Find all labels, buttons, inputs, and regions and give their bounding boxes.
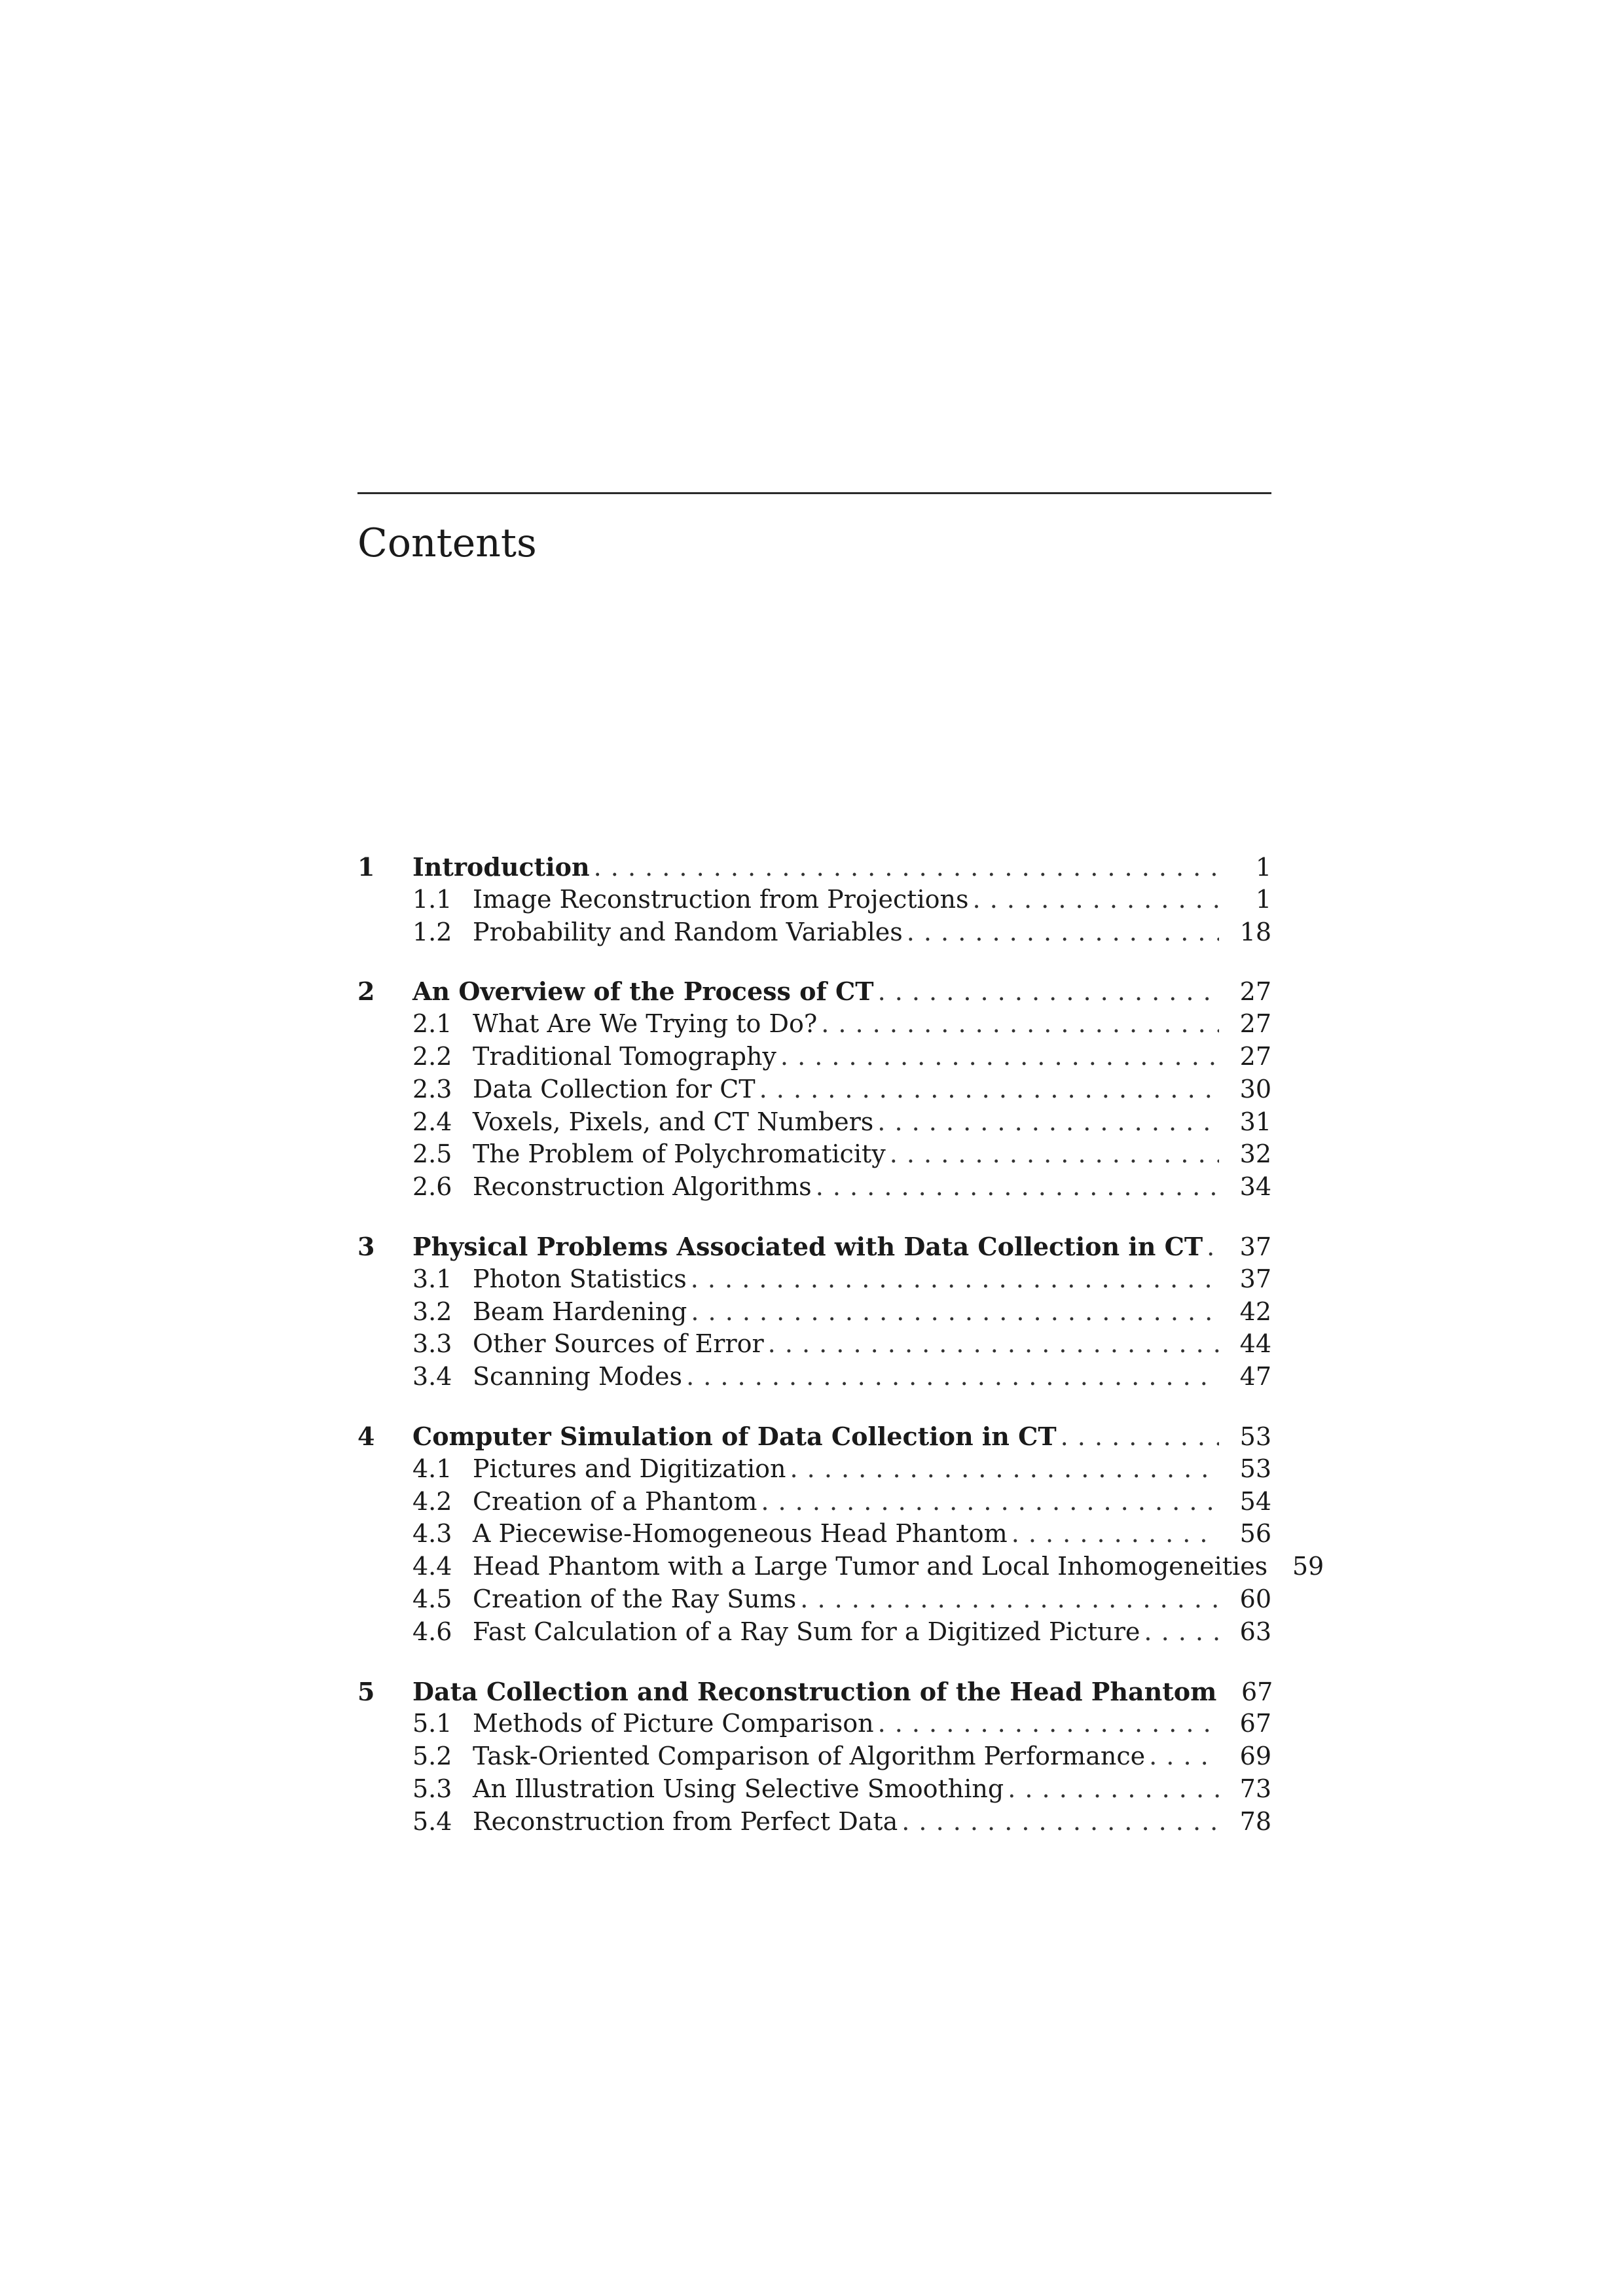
section-title: Task-Oriented Comparison of Algorithm Performance (473, 1742, 1146, 1771)
section-number: 5.1 (412, 1709, 452, 1738)
section-row[interactable] (357, 1740, 1271, 1773)
page-title: Contents (357, 520, 537, 566)
section-row[interactable] (357, 1171, 1271, 1204)
section-title: Methods of Picture Comparison (473, 1709, 874, 1738)
page-number: 37 (1239, 1232, 1271, 1261)
page-number: 67 (1241, 1677, 1273, 1706)
chapter-entry (357, 1420, 1324, 1649)
page-number: 78 (1239, 1806, 1271, 1836)
page-number: 47 (1239, 1362, 1271, 1391)
section-number: 2.6 (412, 1172, 452, 1202)
page-number: 1 (1255, 853, 1271, 882)
section-title: Fast Calculation of a Ray Sum for a Digitized Picture (473, 1617, 1140, 1646)
page-number: 56 (1239, 1519, 1271, 1549)
section-title: A Piecewise-Homogeneous Head Phantom (473, 1519, 1008, 1549)
section-row[interactable] (357, 1073, 1271, 1106)
section-number: 2.4 (412, 1107, 452, 1136)
dot-leader (1008, 1773, 1219, 1806)
dot-leader (902, 1806, 1219, 1839)
dot-leader (821, 1008, 1219, 1041)
section-title: Image Reconstruction from Projections (473, 884, 969, 914)
dot-leader (878, 1708, 1219, 1740)
section-number: 2.3 (412, 1074, 452, 1103)
page-number: 54 (1239, 1486, 1271, 1516)
chapter-entry (357, 1230, 1271, 1393)
dot-leader (761, 1486, 1219, 1518)
section-number: 5.4 (412, 1806, 452, 1836)
dot-leader (816, 1171, 1219, 1204)
dot-leader (686, 1361, 1219, 1393)
chapter-row[interactable] (357, 975, 1271, 1008)
top-rule (357, 492, 1271, 494)
section-number: 4.5 (412, 1584, 452, 1613)
section-row[interactable] (357, 1008, 1271, 1041)
section-title: Scanning Modes (473, 1362, 683, 1391)
chapter-title: Data Collection and Reconstruction of the Head Phantom (412, 1676, 1217, 1706)
section-title: Pictures and Digitization (473, 1454, 786, 1483)
section-number: 1.1 (412, 884, 452, 914)
page-number: 60 (1239, 1584, 1271, 1613)
page-number: 27 (1239, 977, 1271, 1007)
page-number: 63 (1239, 1617, 1271, 1646)
section-row[interactable] (357, 1106, 1271, 1139)
table-of-contents (357, 851, 1324, 1865)
section-row[interactable] (357, 1328, 1271, 1361)
dot-leader (594, 852, 1219, 884)
page-number: 37 (1239, 1264, 1271, 1293)
page-number: 18 (1239, 917, 1271, 946)
section-row[interactable] (357, 1263, 1271, 1296)
section-number: 3.4 (412, 1362, 452, 1391)
section-title: Probability and Random Variables (473, 917, 903, 946)
section-title: Creation of the Ray Sums (473, 1584, 797, 1613)
dot-leader (1144, 1616, 1219, 1649)
page-number: 31 (1239, 1107, 1271, 1136)
chapter-title: An Overview of the Process of CT (412, 977, 874, 1007)
chapter-entry (357, 1676, 1271, 1839)
page-number: 53 (1239, 1422, 1271, 1451)
section-row[interactable] (357, 1518, 1271, 1551)
page-number: 1 (1255, 884, 1271, 914)
dot-leader (759, 1073, 1219, 1106)
section-title: Other Sources of Error (473, 1329, 764, 1359)
chapter-number: 5 (357, 1676, 375, 1706)
section-number: 5.2 (412, 1742, 452, 1771)
page-number: 73 (1239, 1774, 1271, 1803)
section-title: Reconstruction from Perfect Data (473, 1806, 898, 1836)
section-number: 4.2 (412, 1486, 452, 1516)
dot-leader (1207, 1231, 1219, 1264)
section-title: Head Phantom with a Large Tumor and Local Inhomogeneities (473, 1552, 1268, 1581)
section-title: Traditional Tomography (473, 1041, 776, 1071)
section-number: 4.6 (412, 1617, 452, 1646)
chapter-row[interactable] (357, 1230, 1271, 1263)
page-number: 27 (1239, 1041, 1271, 1071)
chapter-number: 1 (357, 852, 375, 882)
section-title: Photon Statistics (473, 1264, 687, 1293)
chapter-title: Introduction (412, 852, 590, 882)
dot-leader (1061, 1421, 1219, 1454)
page-number: 53 (1239, 1454, 1271, 1483)
section-title: What Are We Trying to Do? (473, 1009, 818, 1039)
section-number: 4.1 (412, 1454, 452, 1483)
section-number: 2.1 (412, 1009, 452, 1039)
section-number: 5.3 (412, 1774, 452, 1803)
chapter-entry (357, 975, 1271, 1204)
section-row[interactable] (357, 1708, 1271, 1740)
section-row[interactable] (357, 884, 1271, 916)
chapter-title: Computer Simulation of Data Collection in CT (412, 1421, 1057, 1451)
section-number: 4.3 (412, 1519, 452, 1549)
page-number: 27 (1239, 1009, 1271, 1039)
chapter-entry (357, 851, 1271, 948)
page-number: 34 (1239, 1172, 1271, 1202)
section-row[interactable] (357, 1296, 1271, 1329)
dot-leader (1149, 1740, 1219, 1773)
section-title: An Illustration Using Selective Smoothing (473, 1774, 1004, 1803)
dot-leader (780, 1041, 1219, 1073)
dot-leader (1012, 1518, 1219, 1551)
dot-leader (790, 1453, 1220, 1486)
page-number: 59 (1292, 1552, 1324, 1581)
section-number: 2.2 (412, 1041, 452, 1071)
chapter-title: Physical Problems Associated with Data Collection in CT (412, 1231, 1203, 1261)
page-number: 30 (1239, 1074, 1271, 1103)
section-row[interactable] (357, 1806, 1271, 1839)
section-title: Beam Hardening (473, 1297, 687, 1326)
chapter-row[interactable] (357, 851, 1271, 884)
section-number: 3.1 (412, 1264, 452, 1293)
page-number: 44 (1239, 1329, 1271, 1359)
section-row[interactable] (357, 1453, 1271, 1486)
section-number: 3.2 (412, 1297, 452, 1326)
dot-leader (691, 1263, 1219, 1296)
page-number: 67 (1239, 1709, 1271, 1738)
dot-leader (907, 916, 1219, 949)
page-number: 69 (1239, 1742, 1271, 1771)
section-title: Data Collection for CT (473, 1074, 756, 1103)
chapter-number: 2 (357, 977, 375, 1007)
section-row[interactable] (357, 1551, 1324, 1583)
section-title: Voxels, Pixels, and CT Numbers (473, 1107, 874, 1136)
chapter-row[interactable] (357, 1420, 1271, 1453)
section-number: 2.5 (412, 1139, 452, 1169)
section-number: 1.2 (412, 917, 452, 946)
section-row[interactable] (357, 1583, 1271, 1616)
dot-leader (691, 1296, 1219, 1329)
section-row[interactable] (357, 1041, 1271, 1073)
section-number: 3.3 (412, 1329, 452, 1359)
chapter-number: 3 (357, 1231, 375, 1261)
chapter-row[interactable] (357, 1676, 1271, 1708)
section-number: 4.4 (412, 1552, 452, 1581)
dot-leader (878, 976, 1219, 1009)
dot-leader (890, 1138, 1219, 1171)
dot-leader (800, 1583, 1219, 1616)
section-row[interactable] (357, 1616, 1271, 1649)
section-title: Creation of a Phantom (473, 1486, 757, 1516)
chapter-number: 4 (357, 1421, 375, 1451)
page-number: 32 (1239, 1139, 1271, 1169)
section-title: Reconstruction Algorithms (473, 1172, 812, 1202)
section-row[interactable] (357, 1138, 1271, 1171)
page-number: 42 (1239, 1297, 1271, 1326)
dot-leader (768, 1328, 1219, 1361)
section-row[interactable] (357, 1773, 1271, 1806)
section-title: The Problem of Polychromaticity (473, 1139, 886, 1169)
dot-leader (973, 884, 1219, 916)
section-row[interactable] (357, 916, 1271, 949)
dot-leader (877, 1106, 1219, 1139)
section-row[interactable] (357, 1361, 1271, 1393)
section-row[interactable] (357, 1486, 1271, 1518)
